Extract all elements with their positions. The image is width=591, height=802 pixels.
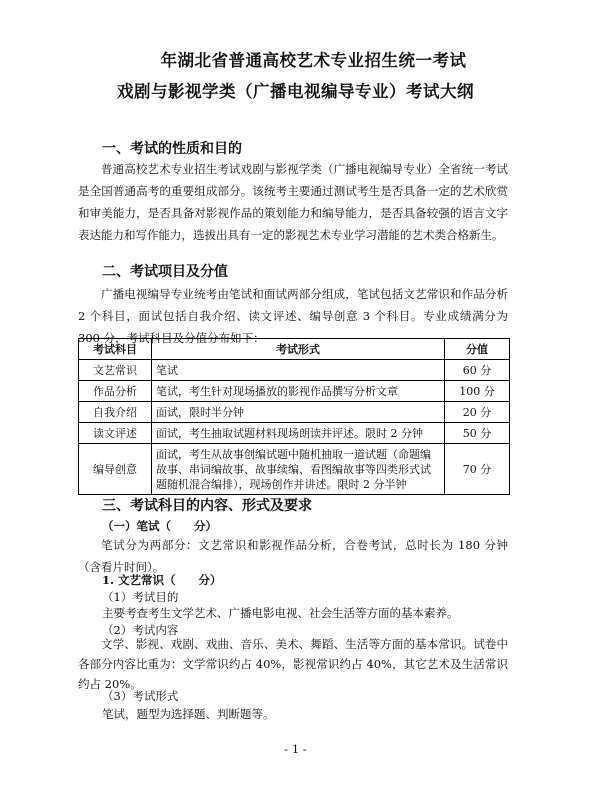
header-format: 考试形式 [152,339,445,360]
table-row [79,381,510,402]
document-title-line1: 年湖北省普通高校艺术专业招生统一考试 [160,51,467,70]
cell-format: 面试，考生从故事创编试题中随机抽取一道试题（命题编故事、串词编故事、故事续编、看图编故事等四类形式试题随机混合编排），现场创作并讲述。限时 2 分半钟 [152,444,445,495]
table-row [79,402,510,423]
section2-heading: 二、考试项目及分值 [102,264,228,280]
header-subject: 考试科目 [79,339,152,360]
cell-format: 面试，限时半分钟 [152,402,445,423]
section1-body: 普通高校艺术专业招生考试戏剧与影视学类（广播电视编导专业）全省统一考试是全国普通高考的重要组成部分。该统考主要通过测试考生是否具备一定的艺术欣赏和审美能力，是否具备对影视作品的策划能力和编导能力，是否具备较强的语言文字表达能力和写作能力，选拔出具有一定的影视艺术专业学习潜能的艺术类合格新生。 [78,162,508,242]
table-header-row [79,339,510,360]
document-title-line2: 戏剧与影视学类（广播电视编导专业）考试大纲 [117,82,474,101]
cell-format: 笔试 [152,360,445,381]
item1-purpose-label: （1）考试目的 [102,590,179,604]
page-number: - 1 - [284,742,307,756]
section2-body: 广播电视编导专业统考由笔试和面试两部分组成，笔试包括文艺常识和作品分析 2 个科目，面试包括自我介绍、读文评述、编导创意 3 个科目。专业成绩满分为 300 分，考试科目及分值分布如下： [78,287,508,345]
item1-purpose-text: 主要考查考生文学艺术、广播电影电视、社会生活等方面的基本素养。 [102,606,459,620]
section1-heading: 一、考试的性质和目的 [102,141,242,157]
item1-content-label: （2）考试内容 [102,623,179,637]
cell-format: 笔试，考生针对现场播放的影视作品撰写分析文章 [152,381,445,402]
table-row [79,423,510,444]
cell-score: 60 分 [445,360,510,381]
item1-format-text: 笔试，题型为选择题、判断题等。 [102,707,275,721]
header-score: 分值 [445,339,510,360]
cell-subject: 自我介绍 [79,402,152,423]
cell-score: 70 分 [445,444,510,495]
cell-score: 50 分 [445,423,510,444]
cell-subject: 读文评述 [79,423,152,444]
cell-subject: 编导创意 [79,444,152,495]
cell-format: 面试，考生抽取试题材料现场朗读并评述。限时 2 分钟 [152,423,445,444]
cell-subject: 作品分析 [79,381,152,402]
cell-score: 100 分 [445,381,510,402]
subsection-written-heading: （一）笔试（ 分） [102,519,217,533]
cell-subject: 文艺常识 [79,360,152,381]
cell-score: 20 分 [445,402,510,423]
score-table [78,338,510,495]
table-row [79,360,510,381]
item1-format-label: （3）考试形式 [102,689,179,703]
subsection-written-body: 笔试分为两部分：文艺常识和影视作品分析，合卷考试，总时长为 180 分钟（含看片时间）。 [78,538,508,574]
table-row [79,444,510,495]
item1-content-text: 文学、影视、戏剧、戏曲、音乐、美术、舞蹈、生活等方面的基本常识。试卷中各部分内容比重为：文学常识约占 40%，影视常识约占 40%，其它艺术及生活常识约占 20%。 [78,637,508,691]
item-literary-knowledge-heading: 1. 文艺常识（ 分） [102,573,222,587]
section3-heading: 三、考试科目的内容、形式及要求 [102,498,312,514]
